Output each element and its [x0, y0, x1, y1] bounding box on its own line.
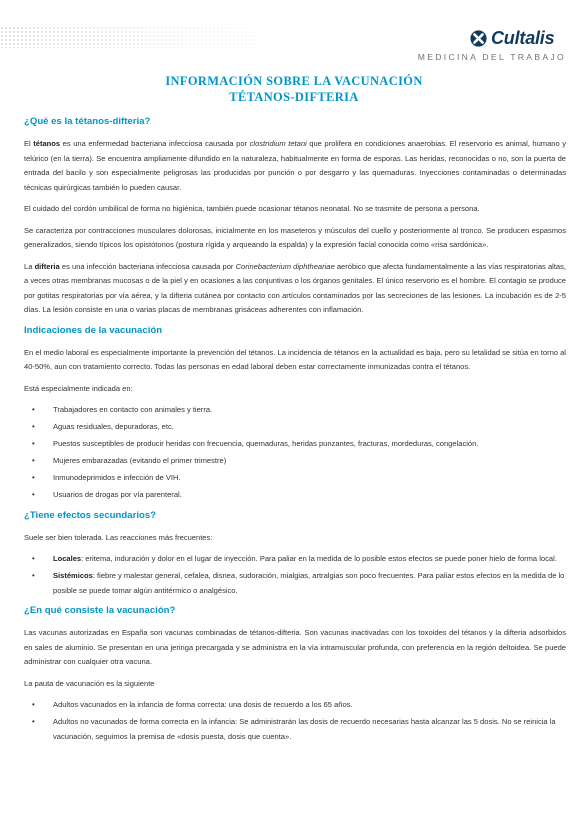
text: que prolifera en condiciones anaerobias. El reservorio es animal, humano y telúrico (en la tierra). Se encuentra ampliamente difundido en la naturaleza, habitualmente en forma de esporas. Las heridas, reconocidas o no, son la puerta de entrada del bacilo y son especialmente peligrosas las producidas por punción o por desgarro y las quemaduras. Inyecciones contaminadas o determinadas técnicas quirúrgicas también lo pueden causar.	[24, 139, 566, 192]
section-heading-vaccination: ¿En qué consiste la vacunación?	[24, 605, 176, 616]
paragraph-difteria	[24, 260, 566, 318]
section-heading-side-effects: ¿Tiene efectos secundarios?	[24, 509, 157, 521]
text: : fiebre y malestar general, cefalea, disnea, sudoración, mialgias, artralgias son poco frecuentes. Para paliar estos efectos en la medida de lo posible se puede tomar algún antitérmico o analgésico.	[53, 571, 565, 595]
list-item: • Inmunodeprimidos e infección de VIH.	[24, 471, 566, 486]
document-body	[24, 116, 566, 751]
italic-species: clostridium tetani	[249, 139, 307, 148]
side-effects-list	[24, 552, 566, 598]
brand-name: Cultalis	[491, 28, 555, 48]
section-heading-what-is: ¿Qué es la tétanos-difteria?	[24, 116, 151, 127]
bold-term-locales: Locales	[53, 554, 82, 563]
section-heading-indications: Indicaciones de la vacunación	[24, 324, 163, 336]
brand-logo	[470, 29, 570, 49]
paragraph-indicated-in: Está especialmente indicada en:	[24, 383, 133, 393]
list-item: • Trabajadores en contacto con animales y tierra.	[24, 403, 566, 418]
text: El	[24, 139, 34, 148]
header-dot-pattern	[0, 26, 300, 48]
cultalis-x-icon	[470, 30, 487, 47]
bold-term-sistemicos: Sistémicos	[53, 571, 93, 580]
paragraph-tetanos	[24, 137, 566, 195]
indications-list	[24, 403, 566, 503]
title-line-1: INFORMACIÓN SOBRE LA VACUNACIÓN	[165, 74, 423, 88]
bold-term-difteria: difteria	[34, 261, 60, 271]
text: es una infección bacteriana infecciosa causada por	[59, 261, 236, 271]
list-item: • Adultos no vacunados de forma correcta en la infancia: Se administrarán las dosis de recuerdo necesarias hasta alcanzar las 5 dosis. No se reinicia la vacunación, seguimos la premisa de «dosis puesta, dosis que cuenta».	[24, 715, 566, 744]
paragraph-vaccines: Las vacunas autorizadas en España son vacunas combinadas de tétanos-difteria. Son vacunas inactivadas con los toxoides del tétanos y la difteria adsorbidos en sales de aluminio. Se presentan en una jeringa precargada y se administra en la vía intramuscular profunda, con preferencia en la región deltoidea. Se puede administrar con cualquier otra vacuna.	[24, 628, 566, 666]
bold-term-tetanos: tétanos	[33, 139, 61, 148]
text: La	[24, 261, 35, 271]
text: : eritema, induración y dolor en el lugar de inyección. Para paliar en la medida de lo posible estos efectos se puede poner hielo de forma local.	[81, 554, 557, 563]
brand-tagline: MEDICINA DEL TRABAJO	[417, 52, 566, 62]
title-line-2: TÉTANOS-DIFTERIA	[229, 90, 359, 104]
text: aeróbico que afecta fundamentalmente a las vías respiratorias altas, a veces otras membranas mucosas o de la piel y en ocasiones a las conjuntivas o los órganos genitales. El único reservorio es el hombre. El contagio se produce por gotitas respiratorias por vía aérea, y la difteria cutánea por contacto con artículos contaminados por las secreciones de las lesiones. La incubación es de 2-5 días. La lesión consiste en una o varias placas de membranas grisáceas adherentes con inflamación.	[24, 261, 566, 314]
list-item: • Usuarios de drogas por vía parenteral.	[24, 488, 566, 503]
paragraph-tolerance: Suele ser bien tolerada. Las reacciones más frecuentes:	[24, 532, 213, 542]
list-item: • Mujeres embarazadas (evitando el primer trimestre)	[24, 454, 566, 469]
list-item: • Aguas residuales, depuradoras, etc.	[24, 420, 566, 435]
italic-species: Corinebacterium diphtheariae	[235, 261, 335, 271]
list-item: • Adultos vacunados en la infancia de forma correcta: una dosis de recuerdo a los 65 años.	[24, 698, 566, 713]
schedule-list	[24, 698, 566, 744]
paragraph-neonatal: El cuidado del cordón umbilical de forma no higiénica, también puede ocasionar tétanos neonatal. No se trasmite de persona a persona.	[24, 204, 480, 213]
document-title	[0, 73, 588, 105]
list-item: • Puestos susceptibles de producir heridas con frecuencia, quemaduras, heridas punzantes, fracturas, mordeduras, congelación.	[24, 437, 566, 452]
text: es una enfermedad bacteriana infecciosa causada por	[60, 139, 250, 148]
list-item	[24, 569, 566, 598]
paragraph-symptoms: Se caracteriza por contracciones musculares dolorosas, inicialmente en los maseteros y músculos del cuello y posteriormente al tronco. Se producen espasmos generalizados, siendo típicos los opistótonos (postura rígida y arqueando la espalda) y la expresión facial conocida como «risa sardónica».	[24, 225, 566, 249]
list-item	[24, 552, 566, 567]
paragraph-indications: En el medio laboral es especialmente importante la prevención del tétanos. La incidencia de tétanos en la actualidad es baja, pero su letalidad se sitúa en torno al 40-50%, aun con tratamiento correcto. Todas las personas en edad laboral deben estar correctamente inmunizadas contra el tétanos.	[24, 347, 566, 371]
paragraph-schedule: La pauta de vacunación es la siguiente	[24, 678, 155, 688]
